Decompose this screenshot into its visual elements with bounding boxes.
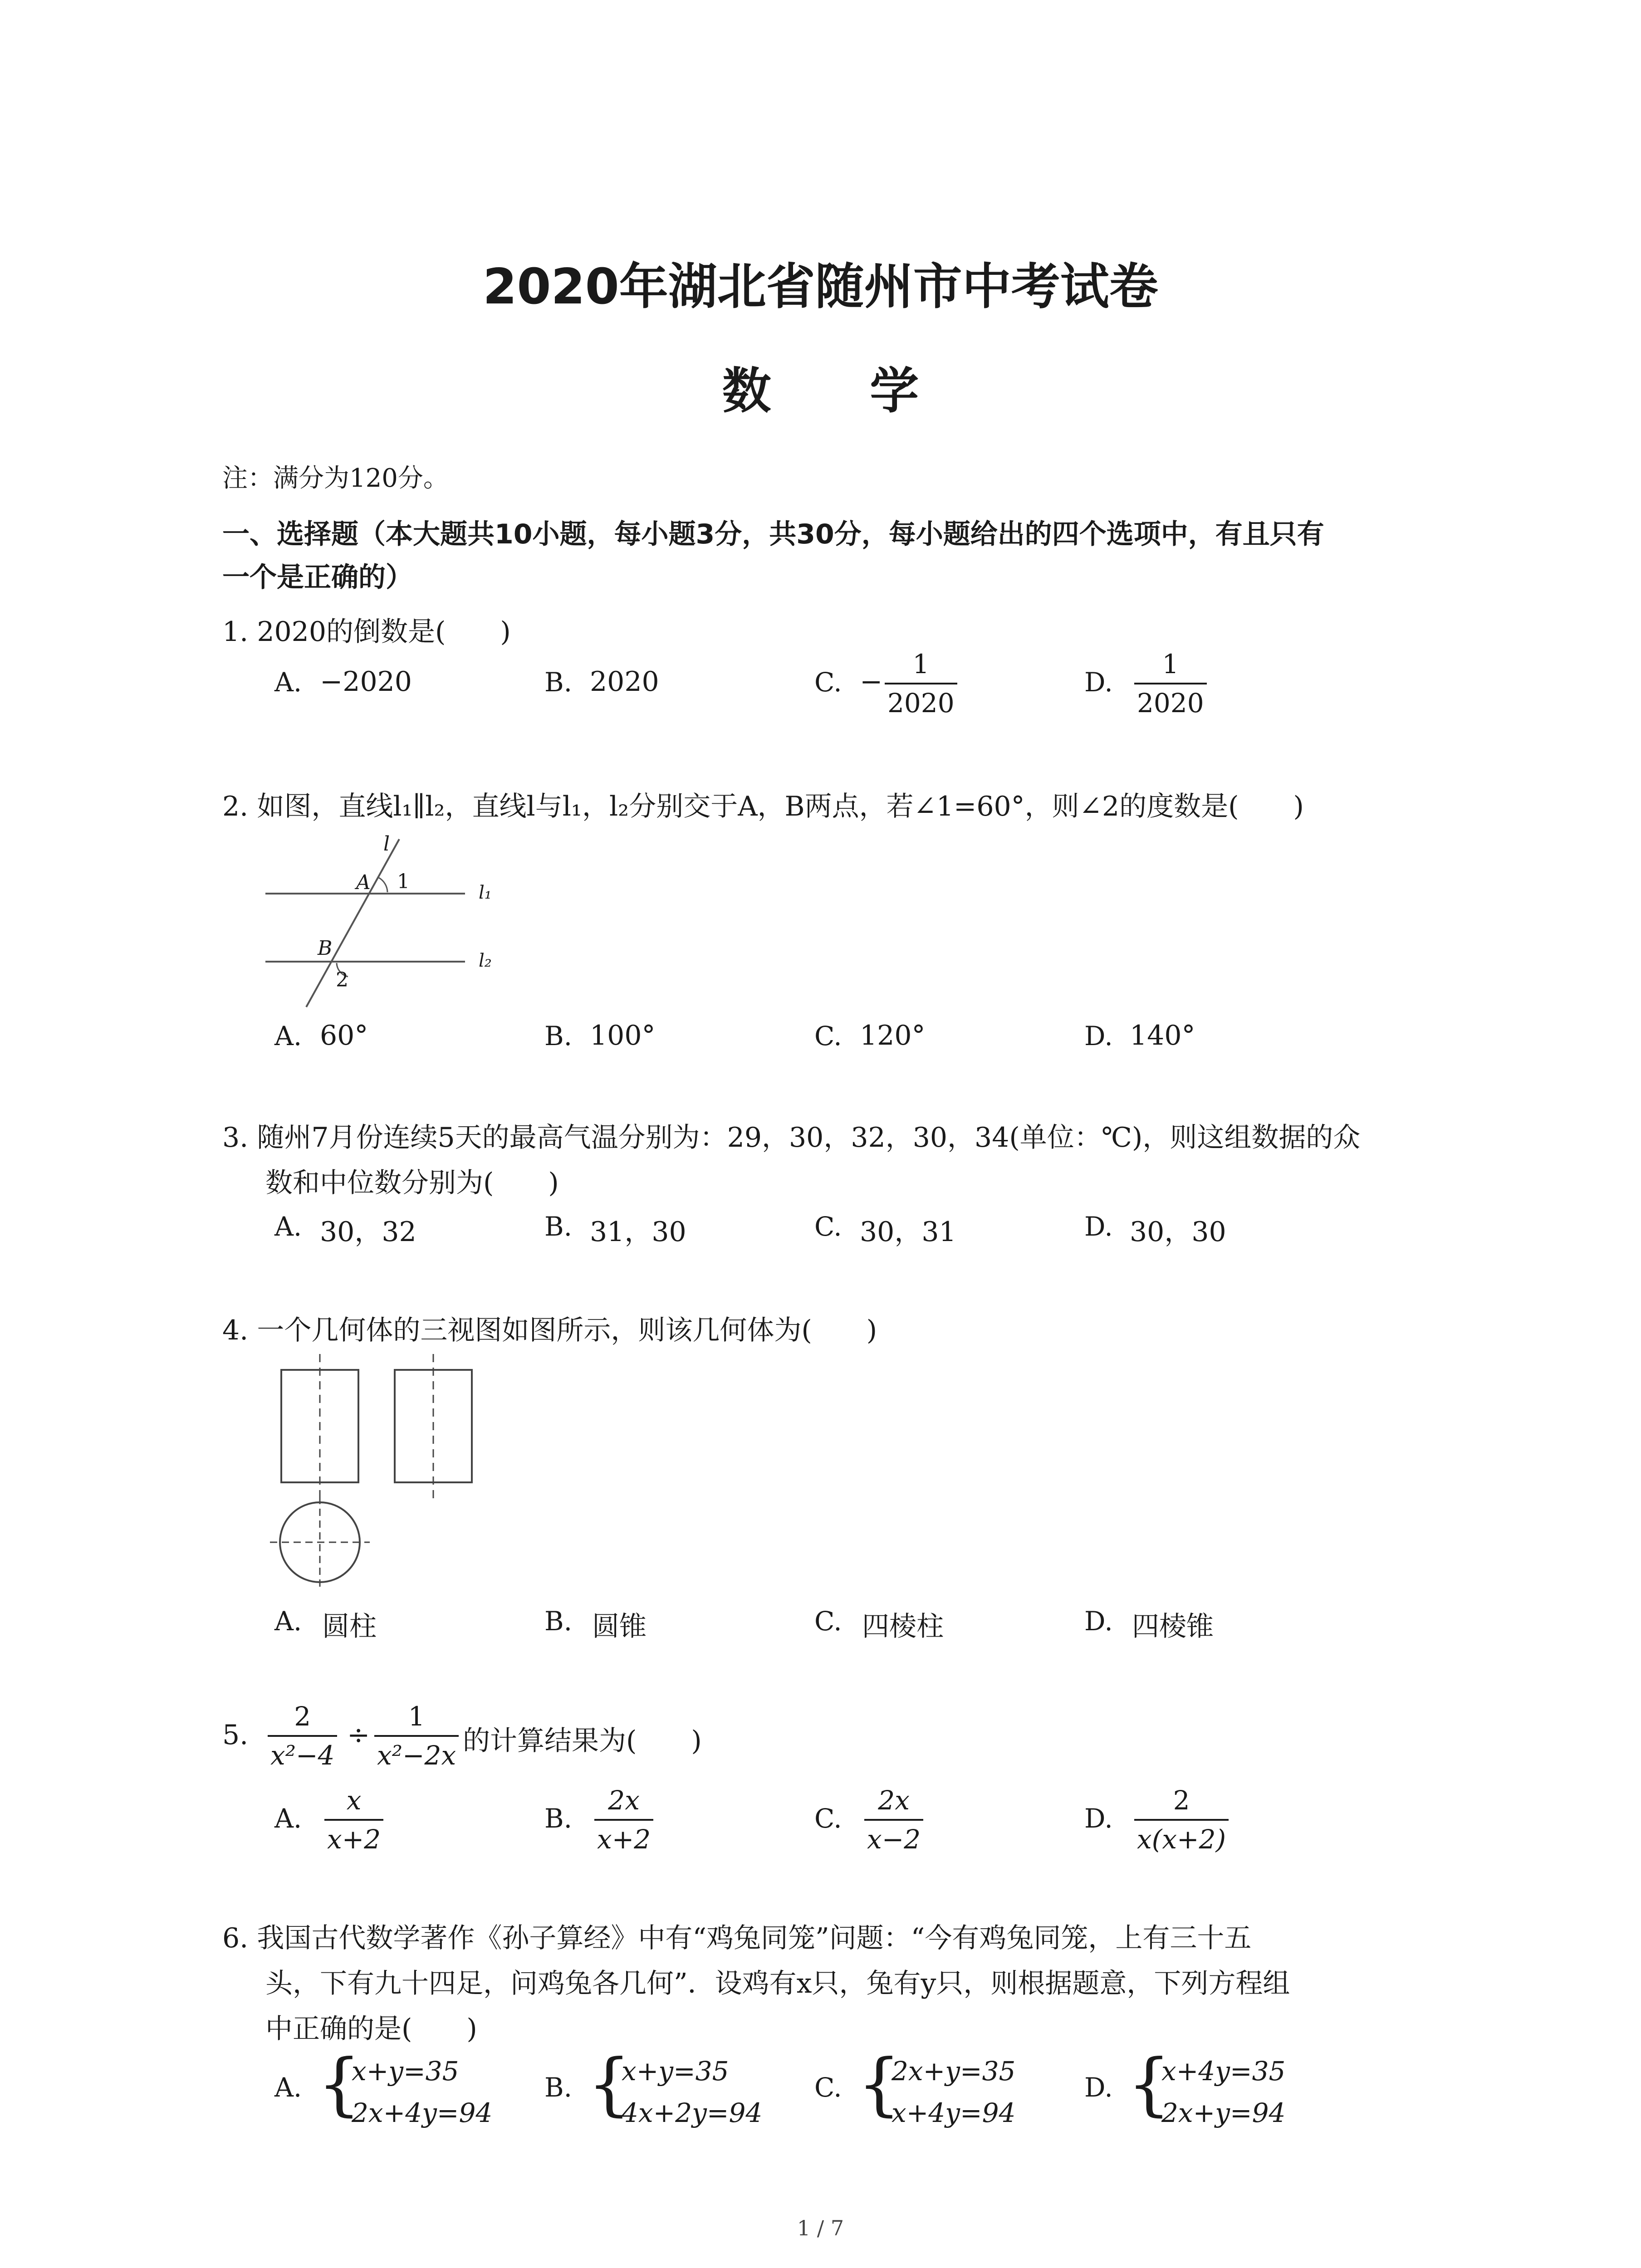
q5-b-numerator: 2x [608,1785,640,1816]
q5-a-denominator: x+2 [324,1819,383,1853]
q1-option-b-label: B. [544,667,573,698]
fig-label-l2: l₂ [479,950,492,971]
q6-option-a-system [352,2050,492,2134]
q1-option-c-sign: − [860,666,883,698]
q6-stem-line1: 6. 我国古代数学著作《孙子算经》中有“鸡兔同笼”问题：“今有鸡兔同笼，上有三十五 [222,1922,1252,1954]
q5-c-denominator: x−2 [864,1819,923,1853]
q6-a-eq2: 2x+4y=94 [352,2097,493,2128]
q5-d-numerator: 2 [1173,1785,1190,1816]
q6-stem-line3: 中正确的是( ) [265,2013,477,2045]
q6-option-d-label: D. [1084,2072,1113,2103]
q1-option-d-fraction [1134,649,1207,719]
q5-fraction-2 [374,1703,459,1769]
score-note: 注：满分为120分。 [222,464,449,493]
q6-b-eq1: x+y=35 [622,2056,729,2087]
q2-option-a-label: A. [274,1021,302,1051]
q1-c-denominator: 2020 [885,683,957,716]
q5-b-denominator: x+2 [594,1819,653,1853]
q2-option-b-label: B. [544,1021,573,1051]
q2-option-a-value: 60° [320,1020,368,1051]
q6-d-eq2: 2x+y=94 [1161,2097,1286,2128]
section-heading-line1: 一、选择题（本大题共10小题，每小题3分，共30分，每小题给出的四个选项中，有且只有 [222,518,1324,550]
fig-label-l: l [383,832,390,855]
q2-option-c-value: 120° [860,1020,926,1051]
q6-option-b-system [622,2050,762,2134]
q5-option-a-fraction [324,1787,383,1853]
fig-label-B: B [318,937,333,960]
q6-c-eq2: x+4y=94 [892,2097,1016,2128]
q5-fraction-1 [268,1703,337,1769]
q5-option-d-fraction [1134,1787,1229,1853]
q6-c-eq1: 2x+y=35 [892,2056,1016,2087]
angle-1-arc [379,878,387,892]
q6-option-a-label: A. [274,2072,302,2103]
q3-option-d-label: D. [1084,1211,1113,1242]
q6-option-b-label: B. [544,2072,573,2103]
q1-d-numerator: 1 [1162,649,1179,679]
q5-option-c-fraction [864,1787,923,1853]
q5-f2-denominator: x²−2x [374,1735,459,1769]
q1-c-numerator: 1 [912,649,930,679]
q4-option-c-label: C. [814,1606,842,1637]
q1-option-a-value: −2020 [320,666,412,698]
section-heading-line2: 一个是正确的） [222,562,413,593]
q2-stem: 2. 如图，直线l₁∥l₂，直线l与l₁，l₂分别交于A，B两点，若∠1=60°，则∠2的度数是( ) [222,791,1304,822]
q3-option-c-value: 30，31 [860,1216,956,1248]
q3-option-a-value: 30，32 [320,1216,416,1248]
q1-option-b-value: 2020 [590,666,659,698]
q3-stem-line1: 3. 随州7月份连续5天的最高气温分别为：29，30，32，30，34(单位：℃)，则这组数据的众 [222,1122,1361,1154]
q2-option-b-value: 100° [590,1020,656,1051]
q6-a-brace: { [318,2045,361,2124]
q5-stem-tail: 的计算结果为( ) [463,1725,702,1757]
q5-option-b-label: B. [544,1803,573,1834]
q2-option-c-label: C. [814,1021,842,1051]
q6-option-c-label: C. [814,2072,842,2103]
q6-b-brace: { [588,2045,631,2124]
q1-option-c-label: C. [814,667,842,698]
q5-option-b-fraction [594,1787,653,1853]
q6-d-brace: { [1127,2045,1171,2124]
q3-option-d-value: 30，30 [1130,1216,1226,1248]
q5-a-numerator: x [346,1785,362,1816]
q6-c-brace: { [857,2045,901,2124]
fig-label-angle1: 1 [397,870,410,893]
q5-d-denominator: x(x+2) [1134,1819,1229,1853]
q1-d-denominator: 2020 [1134,683,1207,716]
q2-option-d-value: 140° [1130,1020,1195,1051]
q6-b-eq2: 4x+2y=94 [622,2097,763,2128]
q5-c-numerator: 2x [878,1785,910,1816]
fig-label-l1: l₁ [479,882,492,903]
q4-option-a-value: 圆柱 [322,1611,377,1642]
transversal-l [306,839,399,1007]
q4-option-b-value: 圆锥 [592,1611,647,1642]
three-view-figure [265,1352,492,1592]
q3-option-a-label: A. [274,1211,302,1242]
q4-option-b-label: B. [544,1606,573,1637]
page-number: 1 / 7 [797,2216,844,2240]
fig-label-angle2: 2 [336,968,348,992]
q4-option-c-value: 四棱柱 [862,1611,944,1642]
q6-option-d-system [1161,2050,1285,2134]
q4-stem: 4. 一个几何体的三视图如图所示，则该几何体为( ) [222,1315,877,1346]
q5-f2-numerator: 1 [408,1701,425,1732]
q4-option-a-label: A. [274,1606,302,1637]
q6-a-eq1: x+y=35 [352,2056,459,2087]
q5-divide-sign: ÷ [347,1719,370,1751]
subject-title: 数 学 [722,363,960,420]
q5-number: 5. [222,1719,249,1751]
q5-option-c-label: C. [814,1803,842,1834]
q4-option-d-value: 四棱锥 [1132,1611,1214,1642]
q5-option-a-label: A. [274,1803,302,1834]
q5-f1-numerator: 2 [294,1701,311,1732]
q6-option-c-system [892,2050,1015,2134]
q1-option-d-label: D. [1084,667,1113,698]
q5-option-d-label: D. [1084,1803,1113,1834]
q3-option-c-label: C. [814,1211,842,1242]
fig-label-A: A [356,871,371,894]
q1-stem: 1. 2020的倒数是( ) [222,616,511,648]
exam-title: 2020年湖北省随州市中考试卷 [483,259,1158,315]
parallel-lines-figure [259,832,513,1009]
q3-option-b-label: B. [544,1211,573,1242]
q2-option-d-label: D. [1084,1021,1113,1051]
q1-option-a-label: A. [274,667,302,698]
q3-stem-line2: 数和中位数分别为( ) [265,1167,559,1199]
q6-d-eq1: x+4y=35 [1161,2056,1286,2087]
q1-option-c-fraction [885,649,957,719]
q3-option-b-value: 31，30 [590,1216,686,1248]
q6-stem-line2: 头，下有九十四足，问鸡兔各几何”．设鸡有x只，兔有y只，则根据题意，下列方程组 [265,1968,1290,1999]
q5-f1-denominator: x²−4 [268,1735,337,1769]
q4-option-d-label: D. [1084,1606,1113,1637]
